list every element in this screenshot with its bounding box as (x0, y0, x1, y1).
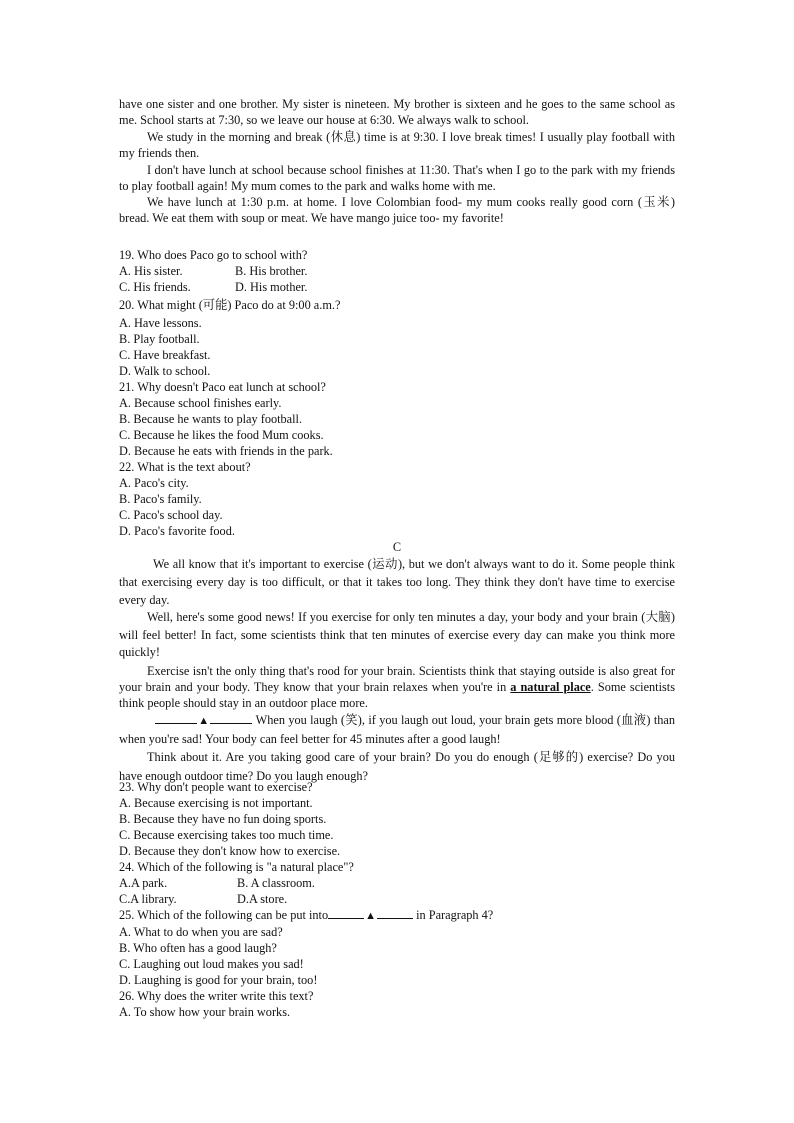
option-d[interactable]: D.A store. (237, 892, 288, 906)
paragraph-text-before: Exercise isn't the only thing that's rood for your brain. Scientists think that staying outside is also great for your brain and your body. They know that your brain relaxes when you're in (119, 663, 675, 694)
question-21 (119, 379, 675, 459)
question-19 (119, 247, 675, 295)
option-c[interactable]: C. His friends. (119, 280, 191, 294)
blank-line-left (328, 907, 364, 919)
question-22 (119, 459, 675, 539)
triangle-marker-icon: ▲ (365, 910, 377, 922)
question-stem: 22. What is the text about? (119, 460, 251, 474)
question-25 (119, 907, 675, 988)
passage-c (119, 539, 675, 786)
questions-23-26 (119, 779, 675, 1020)
blank-line-left (155, 712, 197, 724)
passage-c-paragraph-2 (119, 609, 675, 662)
stem-text-before: 25. Which of the following can be put into (119, 908, 329, 922)
question-stem (119, 907, 675, 924)
blank-line-right (210, 712, 252, 724)
question-stem: 20. What might (可能) Paco do at 9:00 a.m.? (119, 298, 341, 312)
option-c[interactable]: C. Because exercising takes too much time. (119, 828, 334, 842)
question-26 (119, 988, 675, 1020)
paragraph-text: Well, here's some good news! If you exercise for only ten minutes a day, your body and your brain (大脑) will feel better! In fact, some scientists think that ten minutes of exercise every day can make you think more quickly! (119, 610, 675, 659)
option-a[interactable]: A. His sister. (119, 264, 183, 278)
passage-c-paragraph-4 (119, 711, 675, 748)
passage-b-paragraph-2: We study in the morning and break (休息) time is at 9:30. I love break times! I usually play football with my friends then. (119, 130, 675, 160)
passage-b-paragraph-3: I don't have lunch at school because school finishes at 11:30. That's when I go to the park with my friends to play football again! My mum comes to the park and walks home with me. (119, 163, 675, 193)
option-a[interactable]: A. Because exercising is not important. (119, 796, 313, 810)
paragraph-text: When you laugh (笑), if you laugh out loud, your brain gets more blood (血液) than when you're sad! Your body can feel better for 45 minutes after a good laugh! (119, 712, 675, 746)
question-stem: 23. Why don't people want to exercise? (119, 780, 313, 794)
stem-text-after: in Paragraph 4? (413, 908, 494, 922)
option-c[interactable]: C. Paco's school day. (119, 508, 223, 522)
option-row (119, 875, 675, 891)
option-d[interactable]: D. Laughing is good for your brain, too! (119, 973, 318, 987)
option-b[interactable]: B. Because they have no fun doing sports. (119, 812, 327, 826)
option-d[interactable]: D. His mother. (235, 280, 308, 294)
option-c[interactable]: C.A library. (119, 892, 177, 906)
option-a[interactable]: A. Because school finishes early. (119, 396, 282, 410)
option-row (119, 891, 675, 907)
passage-c-paragraph-1: We all know that it's important to exercise (运动), but we don't always want to do it. Some people think that exercising every day is too difficult, or that it takes too long. They think they don't have time to exercise every day. (119, 557, 675, 607)
option-a[interactable]: A. Have lessons. (119, 316, 202, 330)
question-stem: 24. Which of the following is "a natural place"? (119, 860, 354, 874)
option-d[interactable]: D. Because he eats with friends in the park. (119, 444, 333, 458)
question-23 (119, 779, 675, 859)
option-a[interactable]: A. Paco's city. (119, 476, 189, 490)
option-a[interactable]: A. To show how your brain works. (119, 1005, 291, 1019)
option-b[interactable]: B. Paco's family. (119, 492, 202, 506)
option-c[interactable]: C. Have breakfast. (119, 348, 211, 362)
option-b[interactable]: B. Because he wants to play football. (119, 412, 303, 426)
passage-b-paragraph-4: We have lunch at 1:30 p.m. at home. I love Colombian food- my mum cooks really good corn (玉米) bread. We eat them with soup or meat. We have mango juice too- my favorite! (119, 195, 675, 225)
option-c[interactable]: C. Laughing out loud makes you sad! (119, 957, 304, 971)
question-stem: 26. Why does the writer write this text? (119, 989, 314, 1003)
option-row (119, 279, 675, 295)
passage-c-paragraph-5: Think about it. Are you taking good care of your brain? Do you do enough (足够的) exercise? Do you have enough outdoor time? Do you laugh enough? (119, 749, 675, 783)
questions-19-22 (119, 247, 675, 539)
natural-place-phrase: a natural place (510, 679, 591, 694)
option-row (119, 263, 675, 279)
section-label-c: C (392, 540, 402, 554)
option-b[interactable]: B. Who often has a good laugh? (119, 941, 277, 955)
passage-b (119, 96, 675, 226)
passage-b-paragraph-1: have one sister and one brother. My sister is nineteen. My brother is sixteen and he goes to the same school as me. School starts at 7:30, so we leave our house at 6:30. We always walk to school. (119, 97, 675, 127)
passage-c-paragraph-3 (119, 663, 675, 711)
blank-line-right (377, 907, 413, 919)
option-b[interactable]: B. A classroom. (237, 876, 315, 890)
option-a[interactable]: A.A park. (119, 876, 168, 890)
option-d[interactable]: D. Because they don't know how to exercise. (119, 844, 341, 858)
question-20 (119, 297, 675, 379)
question-stem: 21. Why doesn't Paco eat lunch at school? (119, 380, 326, 394)
option-b[interactable]: B. His brother. (235, 264, 308, 278)
question-24 (119, 859, 675, 907)
option-d[interactable]: D. Paco's favorite food. (119, 524, 235, 538)
option-d[interactable]: D. Walk to school. (119, 364, 211, 378)
triangle-marker-icon: ▲ (198, 714, 210, 727)
option-c[interactable]: C. Because he likes the food Mum cooks. (119, 428, 324, 442)
option-b[interactable]: B. Play football. (119, 332, 200, 346)
option-a[interactable]: A. What to do when you are sad? (119, 925, 283, 939)
paragraph-text-after: . Some scientists think people should stay in an outdoor place more. (119, 679, 676, 710)
question-stem: 19. Who does Paco go to school with? (119, 248, 308, 262)
